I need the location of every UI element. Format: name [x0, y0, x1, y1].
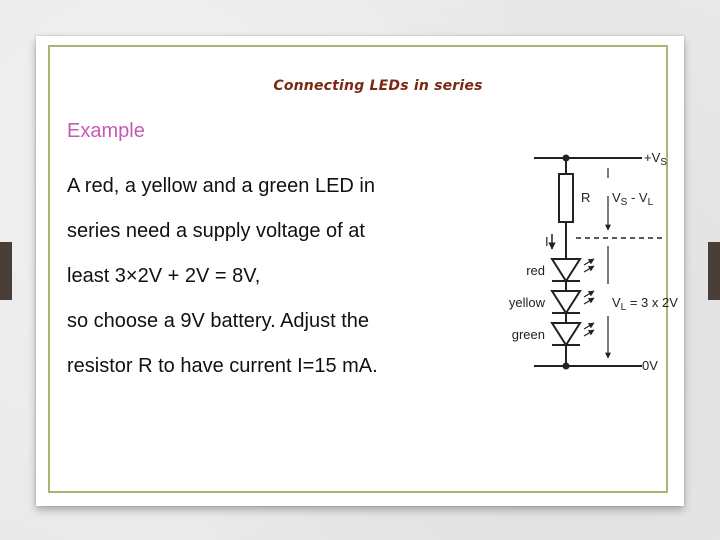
led-green-symbol	[552, 323, 594, 345]
led-yellow-symbol	[552, 291, 594, 313]
body-line: resistor R to have current I=15 mA.	[67, 355, 378, 377]
slide	[36, 36, 684, 506]
resistor-voltage-label: $V_S - V_L$	[612, 190, 654, 208]
led-red-symbol	[552, 259, 594, 281]
led-label-green: green	[511, 327, 545, 342]
led-label-red: red	[526, 263, 545, 278]
right-edge-tab	[708, 242, 720, 300]
body-line: A red, a yellow and a green LED in	[67, 175, 375, 197]
supply-rail	[534, 155, 642, 162]
slide-subtitle: Example	[67, 120, 145, 142]
body-line: so choose a 9V battery. Adjust the	[67, 310, 370, 332]
slide-title: Connecting LEDs in series	[273, 78, 483, 94]
slide-body	[67, 164, 477, 389]
resistor-symbol	[559, 174, 573, 222]
current-label: I	[545, 234, 549, 249]
left-edge-tab	[0, 242, 12, 300]
led-voltage-label: $V_L = 3$ x 2V	[612, 295, 678, 313]
ground-rail	[534, 363, 642, 370]
supply-label: $+V_S$	[644, 150, 667, 168]
body-line: series need a supply voltage of at	[67, 220, 365, 242]
resistor-label: R	[581, 190, 591, 205]
body-line: least 3×2V + 2V = 8V,	[67, 265, 261, 287]
led-label-yellow: yellow	[508, 295, 545, 310]
led-series-circuit-diagram	[496, 148, 696, 383]
ground-label: 0V	[642, 358, 658, 373]
